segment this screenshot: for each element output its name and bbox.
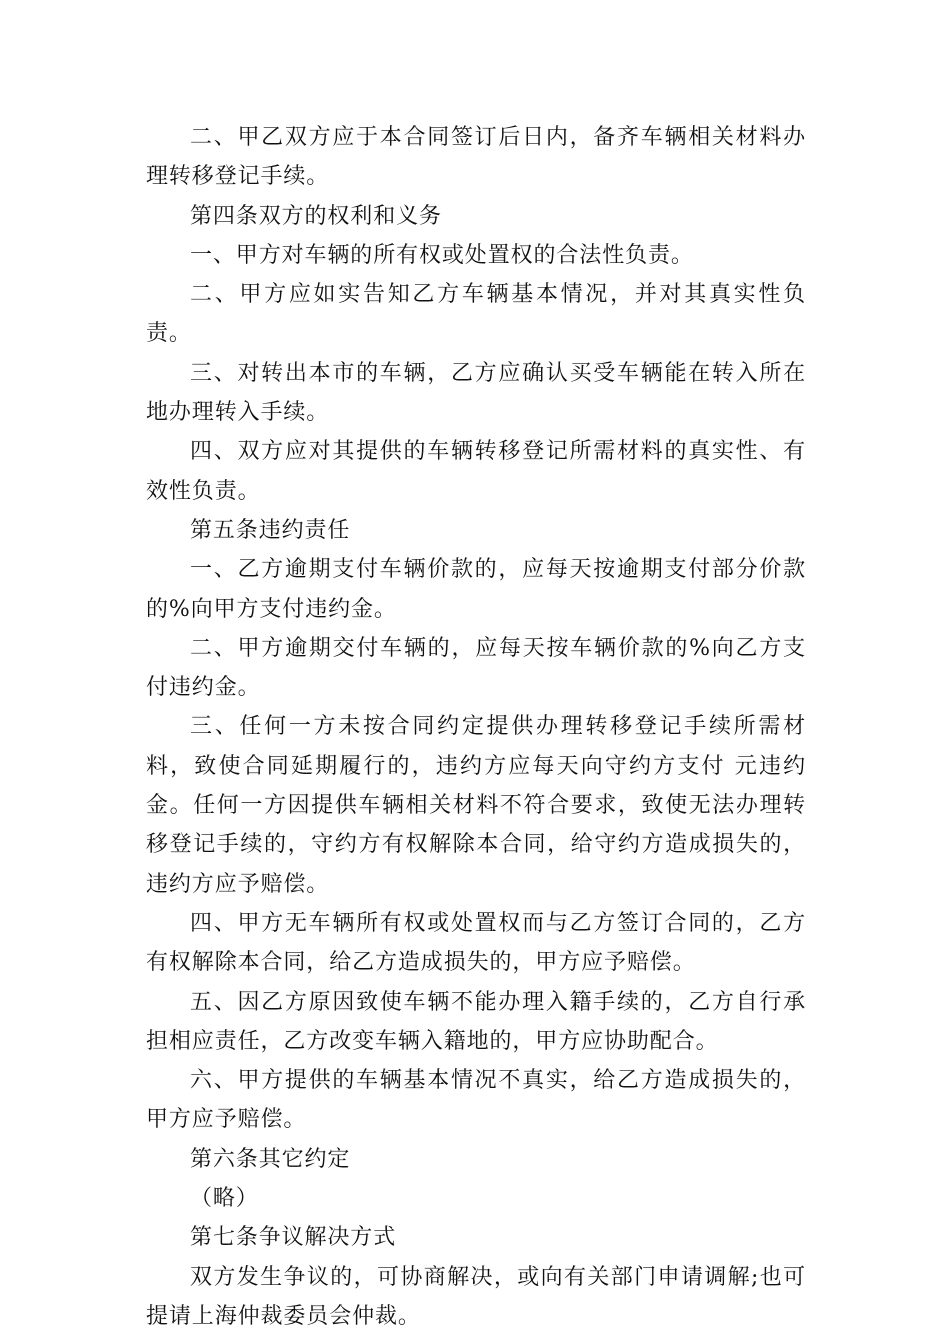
article-5-item-5: 五、因乙方原因致使车辆不能办理入籍手续的，乙方自行承担相应责任，乙方改变车辆入籍地的，甲方应协助配合。 (146, 989, 806, 1054)
article-6-heading: 第六条其它约定 (190, 1146, 351, 1172)
article-4-item-4: 四、双方应对其提供的车辆转移登记所需材料的真实性、有效性负责。 (146, 439, 806, 504)
article-4-heading: 第四条双方的权利和义务 (190, 203, 442, 229)
article-7-body: 双方发生争议的，可协商解决，或向有关部门申请调解;也可提请上海仲裁委员会仲裁。 (146, 1264, 806, 1329)
article-4-item-2: 二、甲方应如实告知乙方车辆基本情况，并对其真实性负责。 (146, 282, 806, 347)
article-5-heading: 第五条违约责任 (190, 517, 351, 543)
article-7-heading: 第七条争议解决方式 (190, 1225, 397, 1251)
article-5-item-1: 一、乙方逾期支付车辆价款的，应每天按逾期支付部分价款的%向甲方支付违约金。 (146, 557, 806, 622)
article-5-item-2: 二、甲方逾期交付车辆的，应每天按车辆价款的%向乙方支付违约金。 (146, 635, 806, 701)
article-4-item-1: 一、甲方对车辆的所有权或处置权的合法性负责。 (190, 242, 694, 268)
article-5-item-3: 三、任何一方未按合同约定提供办理转移登记手续所需材料，致使合同延期履行的，违约方应每天向守约方支付 元违约金。任何一方因提供车辆相关材料不符合要求，致使无法办理转移登记手续的，守约方有权解除本合同，给守约方造成损失的，违约方应予赔偿。 (146, 714, 806, 897)
article-5-item-6: 六、甲方提供的车辆基本情况不真实，给乙方造成损失的，甲方应予赔偿。 (146, 1068, 806, 1133)
clause-2-transfer-registration: 二、甲乙双方应于本合同签订后日内，备齐车辆相关材料办理转移登记手续。 (146, 125, 806, 190)
document-body (146, 118, 806, 1336)
article-6-omitted: （略） (190, 1186, 259, 1212)
article-4-item-3: 三、对转出本市的车辆，乙方应确认买受车辆能在转入所在地办理转入手续。 (146, 360, 806, 426)
article-5-item-4: 四、甲方无车辆所有权或处置权而与乙方签订合同的，乙方有权解除本合同，给乙方造成损失的，甲方应予赔偿。 (146, 910, 806, 976)
